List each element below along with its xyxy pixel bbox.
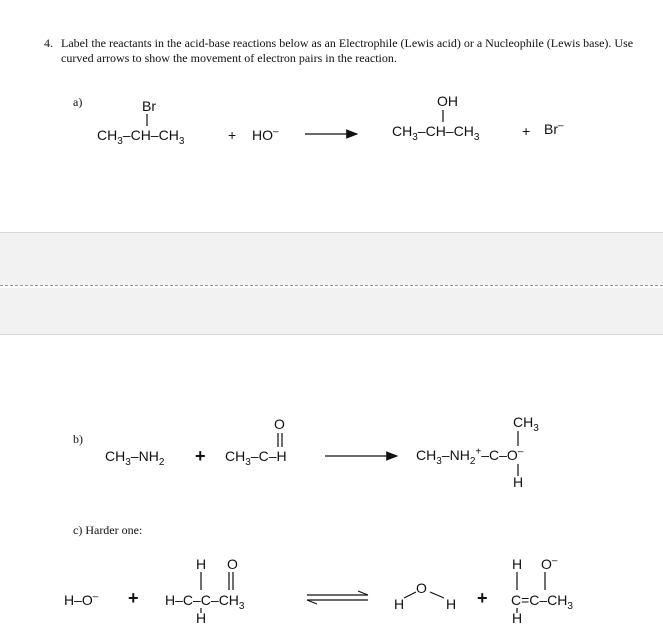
c-water-o: O [416, 580, 427, 596]
c-plus-2: + [477, 588, 488, 608]
c-product2-h-bottom: H [512, 610, 523, 626]
b-product-ch3-top: $CH_3$ [513, 414, 539, 434]
c-product2-h-top: H [512, 556, 523, 572]
c-reactant2-main: $H-C-C-CH_3$ [165, 592, 245, 612]
c-water-bond-left [404, 592, 416, 598]
c-water-h2: H [446, 596, 457, 612]
a-product2-bromide: Br– [544, 120, 564, 137]
question-text: Label the reactants in the acid-base reactions below as an Electrophile (Lewis acid) or a Nucleophile (Lewis base). Use curved arrows to show the movement of electron pairs in the reaction. [61, 36, 634, 65]
question-number: 4. [44, 36, 53, 50]
c-plus-1: + [128, 588, 139, 608]
a-plus-2: + [522, 123, 531, 139]
a-reactant1-br: Br [142, 98, 156, 114]
a-reactant1-main: $CH_3-CH-CH_3$ [97, 127, 185, 147]
b-reactant2-main: $CH_3-C-H$ [225, 448, 287, 468]
part-b-label: b) [73, 432, 83, 446]
c-water-bond-right [430, 592, 444, 598]
a-reactant2-hydroxide: HO– [252, 126, 279, 143]
a-product1-oh: OH [437, 93, 458, 109]
part-a-label: a) [73, 95, 83, 109]
b-reactant1-methylamine: $CH_3-NH_2$ [105, 448, 165, 468]
c-water-h1: H [394, 596, 405, 612]
b-product-main: $CH_3-NH_2^+-C-O^-$ [416, 446, 524, 467]
c-reactant1-hydroxide: H–O– [64, 591, 99, 608]
c-product2-o-top: O– [541, 555, 558, 572]
a-plus-1: + [228, 127, 237, 143]
part-c-label: c) Harder one: [73, 523, 143, 537]
b-reactant2-oxygen: O [274, 416, 285, 432]
c-reactant2-h-top: H [196, 556, 207, 572]
b-plus-1: + [195, 446, 206, 466]
c-reactant2-h-bottom: H [196, 610, 207, 626]
c-product2-main: $C=C-CH_3$ [511, 592, 573, 612]
c-reactant2-o-top: O [227, 556, 238, 572]
a-product1-main: $CH_3-CH-CH_3$ [392, 123, 480, 143]
b-product-h-bottom: H [513, 474, 524, 490]
